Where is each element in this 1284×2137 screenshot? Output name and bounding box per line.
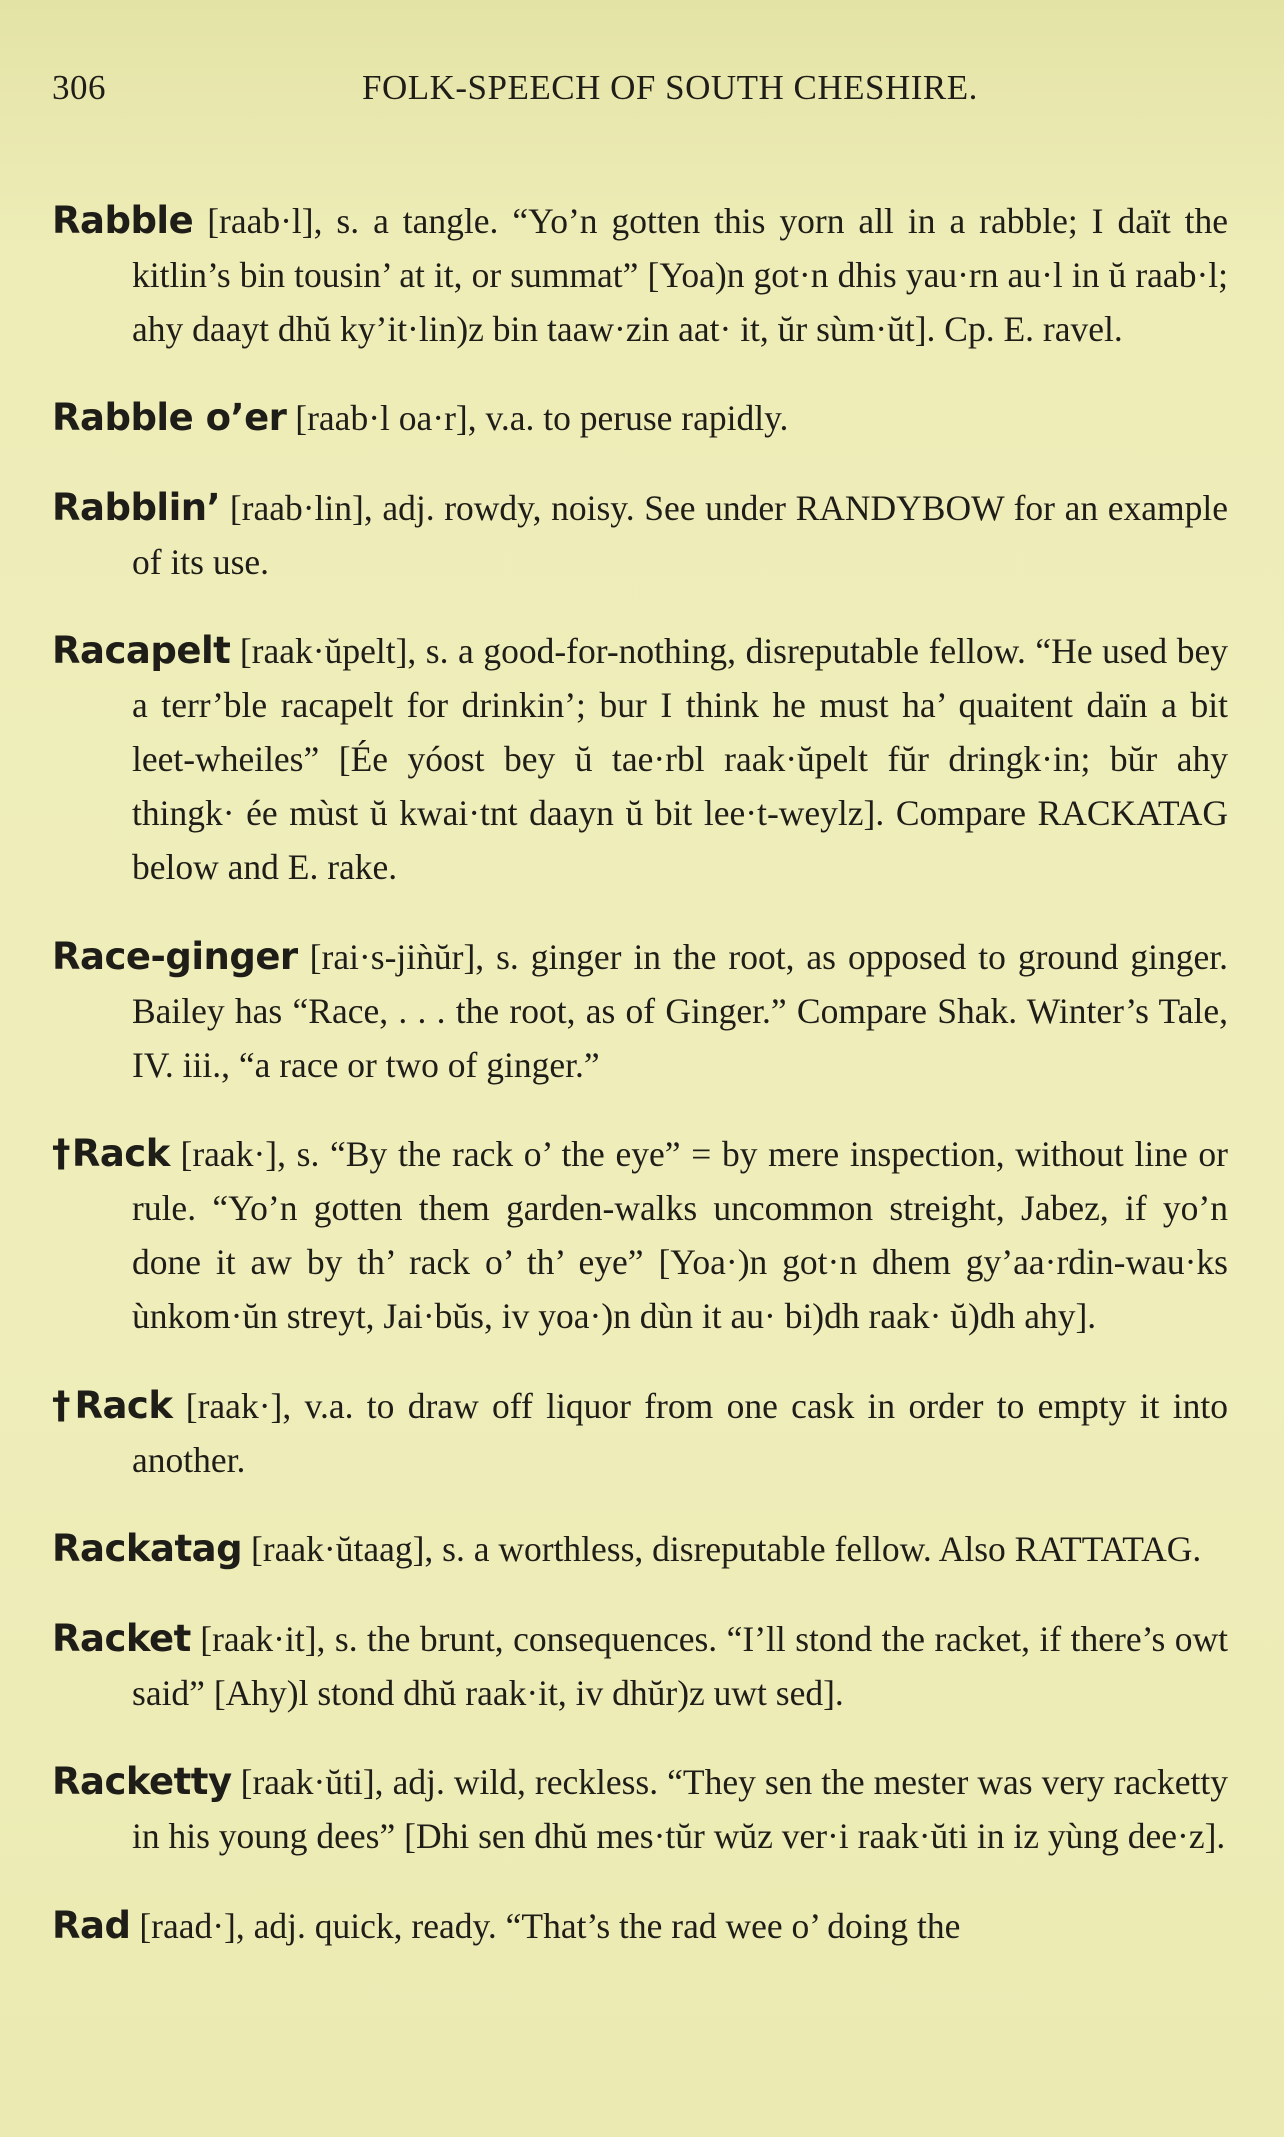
page-number: 306 bbox=[52, 68, 106, 107]
entry-text: [rai·s-jiǹŭr], s. ginger in the root, as opposed to ground ginger. Bailey has “Race, . . . the root, as of Ginger.” Compare Shak. Winter’s Tale, IV. iii., “a race or two of ginger.” bbox=[132, 936, 1229, 1085]
entry-text: [raak·ŭpelt], s. a good-for-nothing, disreputable fellow. “He used bey a terr’ble racapelt for drinkin’; bur I think he must ha’ quaitent daïn a bit leet-wheiles” [Ée yóost bey ŭ tae·rbl raak·ŭpelt fŭr dringk·in; bŭr ahy thingk· ée mùst ŭ kwai·tnt daayn ŭ bit lee·t-weylz]. Compare RACKATAG below and E. rake. bbox=[132, 631, 1228, 887]
entry-text: [raak·], v.a. to draw off liquor from one cask in order to empty it into another. bbox=[132, 1385, 1228, 1480]
entry-rabblin bbox=[52, 481, 1228, 589]
entry-racketty bbox=[52, 1755, 1228, 1863]
headword: Racket bbox=[52, 1616, 191, 1660]
entry-text: [raak·], s. “By the rack o’ the eye” = by mere inspection, without line or rule. “Yo’n gotten them garden-walks uncommon streight, Jabez, if yo’n done it aw by th’ rack o’ th’ eye” [Yoa·)n got·n dhem gy’aa·rdin-wau·ks ùnkom·ŭn streyt, Jai·bŭs, iv yoa·)n dùn it au· bi)dh raak· ŭ)dh ahy]. bbox=[132, 1134, 1228, 1336]
headword: Rackatag bbox=[52, 1527, 243, 1570]
dictionary-entries bbox=[52, 158, 1228, 1969]
entry-text: [raak·ŭtaag], s. a worthless, disreputable fellow. Also RATTATAG. bbox=[250, 1529, 1202, 1569]
headword: Rabble bbox=[52, 198, 194, 242]
entry-rad bbox=[52, 1899, 1228, 1953]
entry-text: [raab·l oa·r], v.a. to peruse rapidly. bbox=[295, 398, 789, 438]
headword: Rabblin’ bbox=[52, 485, 221, 529]
entry-rabble-oer bbox=[52, 391, 1228, 445]
headword: Race-ginger bbox=[52, 934, 298, 978]
entry-text: [raab·lin], adj. rowdy, noisy. See under RANDYBOW for an example of its use. bbox=[132, 487, 1228, 582]
headword: †Rack bbox=[52, 1383, 173, 1427]
entry-racket bbox=[52, 1612, 1228, 1720]
entry-text: [raak·it], s. the brunt, consequences. “I’ll stond the racket, if there’s owt said” [Ahy)l stond dhŭ raak·it, iv dhŭr)z uwt sed]. bbox=[132, 1618, 1229, 1713]
headword: Racketty bbox=[52, 1760, 232, 1803]
entry-text: [raab·l], s. a tangle. “Yo’n gotten this yorn all in a rabble; I daït the kitlin’s bin tousin’ at it, or summat” [Yoa)n got·n dhis yau·rn au·l in ŭ raab·l; ahy daayt dhŭ ky’it·lin)z bin taaw·zin aat· it, ŭr sùm·ŭt]. Cp. E. ravel. bbox=[132, 200, 1229, 349]
headword: Rad bbox=[52, 1903, 131, 1947]
entry-rack-noun bbox=[52, 1127, 1228, 1343]
entry-race-ginger bbox=[52, 930, 1228, 1092]
entry-rabble bbox=[52, 194, 1228, 356]
entry-text: [raad·], adj. quick, ready. “That’s the rad wee o’ doing the bbox=[139, 1905, 961, 1946]
entry-rackatag bbox=[52, 1522, 1228, 1576]
entry-text: [raak·ŭti], adj. wild, reckless. “They sen the mester was very racketty in his young dees” [Dhi sen dhŭ mes·tŭr wŭz ver·i raak·ŭti in iz yùng dee·z]. bbox=[132, 1762, 1229, 1856]
running-title: FOLK-SPEECH OF SOUTH CHESHIRE. bbox=[362, 68, 978, 107]
headword: Racapelt bbox=[52, 629, 231, 672]
headword: †Rack bbox=[52, 1132, 170, 1175]
headword: Rabble o’er bbox=[52, 396, 287, 439]
entry-racapelt bbox=[52, 624, 1228, 894]
entry-rack-verb bbox=[52, 1379, 1228, 1487]
running-head bbox=[52, 68, 1224, 118]
